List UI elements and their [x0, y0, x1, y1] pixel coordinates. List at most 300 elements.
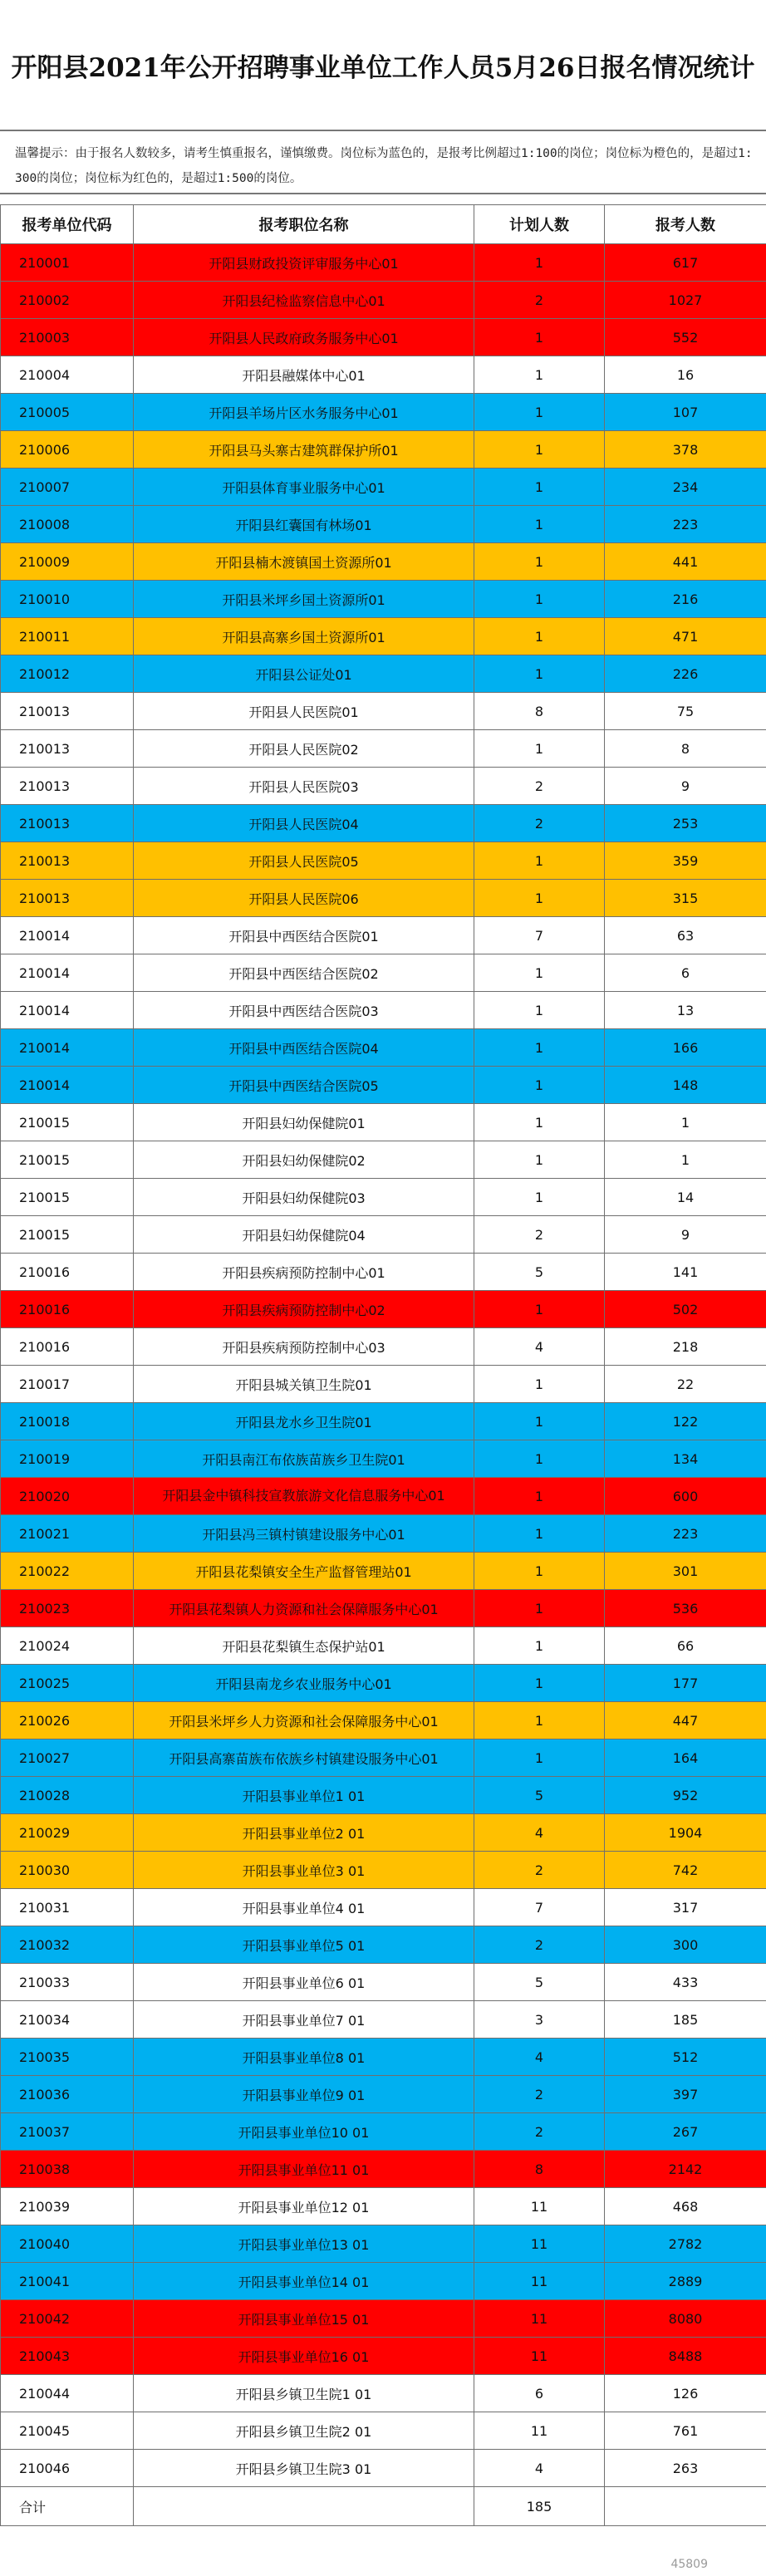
applicant-count-cell: 8080: [605, 2300, 766, 2338]
plan-count-cell: 11: [474, 2412, 605, 2450]
position-name-cell: 开阳县事业单位13 01: [134, 2225, 474, 2263]
position-name-cell: 开阳县事业单位1 01: [134, 1777, 474, 1814]
unit-code-cell: 210002: [1, 282, 134, 319]
plan-count-cell: 1: [474, 1440, 605, 1478]
unit-code-cell: 210026: [1, 1702, 134, 1739]
plan-count-cell: 1: [474, 356, 605, 394]
unit-code-cell: 210013: [1, 693, 134, 730]
position-name-cell: 开阳县中西医结合医院03: [134, 992, 474, 1029]
plan-count-cell: 1: [474, 394, 605, 431]
position-name-cell: 开阳县花梨镇安全生产监督管理站01: [134, 1553, 474, 1590]
unit-code-cell: 210016: [1, 1254, 134, 1291]
table-row: [1, 842, 766, 880]
table-row: [1, 431, 766, 469]
plan-count-cell: 1: [474, 1179, 605, 1216]
applicant-count-cell: 433: [605, 1964, 766, 2001]
table-row: [1, 1254, 766, 1291]
unit-code-cell: 210046: [1, 2450, 134, 2487]
header-unit-code: 报考单位代码: [1, 205, 134, 244]
table-row: [1, 805, 766, 842]
table-row: [1, 1029, 766, 1067]
applicant-count-cell: 122: [605, 1403, 766, 1440]
applicant-count-cell: 300: [605, 1926, 766, 1964]
table-row: [1, 2450, 766, 2487]
position-name-cell: 开阳县妇幼保健院04: [134, 1216, 474, 1254]
position-name-cell: 开阳县事业单位7 01: [134, 2001, 474, 2039]
table-row: [1, 1067, 766, 1104]
applicant-count-cell: 234: [605, 469, 766, 506]
applicant-count-cell: 1904: [605, 1814, 766, 1852]
table-row: [1, 1515, 766, 1553]
total-applicants: [605, 2487, 766, 2526]
unit-code-cell: 210042: [1, 2300, 134, 2338]
watermark-total: 45809: [670, 2558, 708, 2571]
notice-text: 温馨提示：由于报名人数较多，请考生慎重报名，谨慎缴费。岗位标为蓝色的，是报考比例超过1:100的岗位；岗位标为橙色的，是超过1:300的岗位；岗位标为红色的，是超过1:500的岗位。: [0, 133, 766, 194]
position-name-cell: 开阳县高寨乡国土资源所01: [134, 618, 474, 655]
unit-code-cell: 210016: [1, 1291, 134, 1328]
applicant-count-cell: 134: [605, 1440, 766, 1478]
unit-code-cell: 210018: [1, 1403, 134, 1440]
table-row: [1, 1366, 766, 1403]
applicant-count-cell: 2782: [605, 2225, 766, 2263]
applicant-count-cell: 301: [605, 1553, 766, 1590]
unit-code-cell: 210043: [1, 2338, 134, 2375]
unit-code-cell: 210037: [1, 2113, 134, 2151]
applicant-count-cell: 2889: [605, 2263, 766, 2300]
plan-count-cell: 1: [474, 1665, 605, 1702]
position-name-cell: 开阳县红囊国有林场01: [134, 506, 474, 543]
table-row: [1, 1440, 766, 1478]
plan-count-cell: 2: [474, 768, 605, 805]
plan-count-cell: 1: [474, 1029, 605, 1067]
unit-code-cell: 210007: [1, 469, 134, 506]
table-row: [1, 880, 766, 917]
applicant-count-cell: 600: [605, 1478, 766, 1515]
applicant-count-cell: 75: [605, 693, 766, 730]
plan-count-cell: 1: [474, 954, 605, 992]
applicant-count-cell: 468: [605, 2188, 766, 2225]
table-row: [1, 1665, 766, 1702]
applicant-count-cell: 107: [605, 394, 766, 431]
plan-count-cell: 1: [474, 1104, 605, 1141]
unit-code-cell: 210014: [1, 954, 134, 992]
plan-count-cell: 1: [474, 1702, 605, 1739]
unit-code-cell: 210045: [1, 2412, 134, 2450]
unit-code-cell: 210019: [1, 1440, 134, 1478]
position-name-cell: 开阳县马头寨古建筑群保护所01: [134, 431, 474, 469]
unit-code-cell: 210013: [1, 880, 134, 917]
unit-code-cell: 210011: [1, 618, 134, 655]
applicant-count-cell: 166: [605, 1029, 766, 1067]
plan-count-cell: 2: [474, 1926, 605, 1964]
plan-count-cell: 7: [474, 1889, 605, 1926]
plan-count-cell: 3: [474, 2001, 605, 2039]
table-row: [1, 469, 766, 506]
position-name-cell: 开阳县龙水乡卫生院01: [134, 1403, 474, 1440]
position-name-cell: 开阳县楠木渡镇国土资源所01: [134, 543, 474, 581]
position-name-cell: 开阳县人民医院03: [134, 768, 474, 805]
applicant-count-cell: 253: [605, 805, 766, 842]
applicant-count-cell: 22: [605, 1366, 766, 1403]
plan-count-cell: 5: [474, 1777, 605, 1814]
position-name-cell: 开阳县疾病预防控制中心01: [134, 1254, 474, 1291]
applicant-count-cell: 397: [605, 2076, 766, 2113]
plan-count-cell: 4: [474, 2450, 605, 2487]
table-row: [1, 1889, 766, 1926]
unit-code-cell: 210030: [1, 1852, 134, 1889]
plan-count-cell: 4: [474, 2039, 605, 2076]
unit-code-cell: 210015: [1, 1104, 134, 1141]
applicant-count-cell: 218: [605, 1328, 766, 1366]
unit-code-cell: 210013: [1, 805, 134, 842]
unit-code-cell: 210035: [1, 2039, 134, 2076]
applicant-count-cell: 63: [605, 917, 766, 954]
unit-code-cell: 210038: [1, 2151, 134, 2188]
plan-count-cell: 4: [474, 1328, 605, 1366]
position-name-cell: 开阳县事业单位3 01: [134, 1852, 474, 1889]
plan-count-cell: 11: [474, 2338, 605, 2375]
table-row: [1, 543, 766, 581]
table-row: [1, 917, 766, 954]
plan-count-cell: 7: [474, 917, 605, 954]
position-name-cell: 开阳县中西医结合医院05: [134, 1067, 474, 1104]
plan-count-cell: 11: [474, 2225, 605, 2263]
table-row: [1, 1777, 766, 1814]
applicant-count-cell: 315: [605, 880, 766, 917]
unit-code-cell: 210010: [1, 581, 134, 618]
applicant-count-cell: 359: [605, 842, 766, 880]
plan-count-cell: 1: [474, 1478, 605, 1515]
applicant-count-cell: 8488: [605, 2338, 766, 2375]
unit-code-cell: 210033: [1, 1964, 134, 2001]
plan-count-cell: 1: [474, 244, 605, 282]
plan-count-cell: 5: [474, 1254, 605, 1291]
position-name-cell: 开阳县人民政府政务服务中心01: [134, 319, 474, 356]
plan-count-cell: 1: [474, 992, 605, 1029]
table-row: [1, 1216, 766, 1254]
table-row: [1, 2412, 766, 2450]
position-name-cell: 开阳县乡镇卫生院3 01: [134, 2450, 474, 2487]
plan-count-cell: 11: [474, 2300, 605, 2338]
page-title: 开阳县2021年公开招聘事业单位工作人员5月26日报名情况统计: [0, 0, 766, 131]
position-name-cell: 开阳县南江布依族苗族乡卫生院01: [134, 1440, 474, 1478]
table-row: [1, 2001, 766, 2039]
position-name-cell: 开阳县金中镇科技宣教旅游文化信息服务中心01: [134, 1478, 474, 1515]
table-row: [1, 1926, 766, 1964]
table-row: [1, 1964, 766, 2001]
position-name-cell: 开阳县花梨镇人力资源和社会保障服务中心01: [134, 1590, 474, 1627]
applicant-count-cell: 148: [605, 1067, 766, 1104]
applicant-count-cell: 177: [605, 1665, 766, 1702]
applicant-count-cell: 952: [605, 1777, 766, 1814]
table-row: [1, 1179, 766, 1216]
registration-table: [0, 204, 766, 2526]
position-name-cell: 开阳县事业单位6 01: [134, 1964, 474, 2001]
plan-count-cell: 1: [474, 469, 605, 506]
plan-count-cell: 1: [474, 581, 605, 618]
applicant-count-cell: 16: [605, 356, 766, 394]
plan-count-cell: 6: [474, 2375, 605, 2412]
position-name-cell: 开阳县体育事业服务中心01: [134, 469, 474, 506]
table-row: [1, 506, 766, 543]
position-name-cell: 开阳县纪检监察信息中心01: [134, 282, 474, 319]
unit-code-cell: 210014: [1, 992, 134, 1029]
plan-count-cell: 1: [474, 1739, 605, 1777]
unit-code-cell: 210023: [1, 1590, 134, 1627]
unit-code-cell: 210021: [1, 1515, 134, 1553]
unit-code-cell: 210014: [1, 1029, 134, 1067]
unit-code-cell: 210014: [1, 1067, 134, 1104]
table-row: [1, 394, 766, 431]
plan-count-cell: 11: [474, 2188, 605, 2225]
unit-code-cell: 210008: [1, 506, 134, 543]
table-row: [1, 992, 766, 1029]
table-row: [1, 319, 766, 356]
applicant-count-cell: 1: [605, 1104, 766, 1141]
table-row: [1, 1739, 766, 1777]
total-row: [1, 2487, 766, 2526]
applicant-count-cell: 761: [605, 2412, 766, 2450]
position-name-cell: 开阳县南龙乡农业服务中心01: [134, 1665, 474, 1702]
table-row: [1, 1403, 766, 1440]
table-row: [1, 1590, 766, 1627]
header-applicant-count: 报考人数: [605, 205, 766, 244]
table-row: [1, 244, 766, 282]
position-name-cell: 开阳县中西医结合医院01: [134, 917, 474, 954]
position-name-cell: 开阳县事业单位10 01: [134, 2113, 474, 2151]
unit-code-cell: 210024: [1, 1627, 134, 1665]
plan-count-cell: 2: [474, 2076, 605, 2113]
position-name-cell: 开阳县事业单位2 01: [134, 1814, 474, 1852]
plan-count-cell: 2: [474, 2113, 605, 2151]
applicant-count-cell: 223: [605, 1515, 766, 1553]
plan-count-cell: 1: [474, 1403, 605, 1440]
position-name-cell: 开阳县羊场片区水务服务中心01: [134, 394, 474, 431]
table-row: [1, 1814, 766, 1852]
unit-code-cell: 210025: [1, 1665, 134, 1702]
table-row: [1, 1104, 766, 1141]
table-row: [1, 1478, 766, 1515]
position-name-cell: 开阳县冯三镇村镇建设服务中心01: [134, 1515, 474, 1553]
position-name-cell: 开阳县中西医结合医院02: [134, 954, 474, 992]
position-name-cell: 开阳县乡镇卫生院1 01: [134, 2375, 474, 2412]
plan-count-cell: 2: [474, 805, 605, 842]
unit-code-cell: 210017: [1, 1366, 134, 1403]
plan-count-cell: 1: [474, 1590, 605, 1627]
plan-count-cell: 1: [474, 319, 605, 356]
unit-code-cell: 210014: [1, 917, 134, 954]
unit-code-cell: 210013: [1, 768, 134, 805]
table-row: [1, 2039, 766, 2076]
unit-code-cell: 210039: [1, 2188, 134, 2225]
plan-count-cell: 1: [474, 655, 605, 693]
applicant-count-cell: 2142: [605, 2151, 766, 2188]
table-row: [1, 730, 766, 768]
position-name-cell: 开阳县公证处01: [134, 655, 474, 693]
table-row: [1, 2225, 766, 2263]
applicant-count-cell: 6: [605, 954, 766, 992]
unit-code-cell: 210016: [1, 1328, 134, 1366]
applicant-count-cell: 9: [605, 768, 766, 805]
table-row: [1, 356, 766, 394]
applicant-count-cell: 536: [605, 1590, 766, 1627]
table-row: [1, 2188, 766, 2225]
unit-code-cell: 210001: [1, 244, 134, 282]
plan-count-cell: 1: [474, 1366, 605, 1403]
table-row: [1, 693, 766, 730]
unit-code-cell: 210041: [1, 2263, 134, 2300]
applicant-count-cell: 441: [605, 543, 766, 581]
table-row: [1, 2263, 766, 2300]
applicant-count-cell: 742: [605, 1852, 766, 1889]
unit-code-cell: 210022: [1, 1553, 134, 1590]
table-row: [1, 2375, 766, 2412]
applicant-count-cell: 1027: [605, 282, 766, 319]
position-name-cell: 开阳县城关镇卫生院01: [134, 1366, 474, 1403]
unit-code-cell: 210028: [1, 1777, 134, 1814]
unit-code-cell: 210032: [1, 1926, 134, 1964]
table-body: [1, 244, 766, 2487]
unit-code-cell: 210009: [1, 543, 134, 581]
table-row: [1, 2076, 766, 2113]
unit-code-cell: 210015: [1, 1216, 134, 1254]
table-row: [1, 1627, 766, 1665]
position-name-cell: 开阳县乡镇卫生院2 01: [134, 2412, 474, 2450]
applicant-count-cell: 1: [605, 1141, 766, 1179]
plan-count-cell: 5: [474, 1964, 605, 2001]
applicant-count-cell: 66: [605, 1627, 766, 1665]
position-name-cell: 开阳县人民医院01: [134, 693, 474, 730]
table-row: [1, 1328, 766, 1366]
plan-count-cell: 8: [474, 693, 605, 730]
table-row: [1, 1141, 766, 1179]
unit-code-cell: 210003: [1, 319, 134, 356]
table-header-row: [1, 205, 766, 244]
total-plan: 185: [474, 2487, 605, 2526]
plan-count-cell: 1: [474, 506, 605, 543]
applicant-count-cell: 447: [605, 1702, 766, 1739]
applicant-count-cell: 216: [605, 581, 766, 618]
plan-count-cell: 8: [474, 2151, 605, 2188]
position-name-cell: 开阳县事业单位5 01: [134, 1926, 474, 1964]
applicant-count-cell: 164: [605, 1739, 766, 1777]
applicant-count-cell: 552: [605, 319, 766, 356]
table-row: [1, 2113, 766, 2151]
applicant-count-cell: 223: [605, 506, 766, 543]
table-row: [1, 581, 766, 618]
unit-code-cell: 210004: [1, 356, 134, 394]
unit-code-cell: 210029: [1, 1814, 134, 1852]
unit-code-cell: 210031: [1, 1889, 134, 1926]
table-row: [1, 282, 766, 319]
applicant-count-cell: 13: [605, 992, 766, 1029]
table-row: [1, 655, 766, 693]
position-name-cell: 开阳县事业单位14 01: [134, 2263, 474, 2300]
position-name-cell: 开阳县米坪乡人力资源和社会保障服务中心01: [134, 1702, 474, 1739]
table-row: [1, 618, 766, 655]
table-row: [1, 2151, 766, 2188]
plan-count-cell: 2: [474, 1852, 605, 1889]
plan-count-cell: 1: [474, 842, 605, 880]
applicant-count-cell: 378: [605, 431, 766, 469]
position-name-cell: 开阳县人民医院04: [134, 805, 474, 842]
position-name-cell: 开阳县高寨苗族布依族乡村镇建设服务中心01: [134, 1739, 474, 1777]
applicant-count-cell: 617: [605, 244, 766, 282]
applicant-count-cell: 141: [605, 1254, 766, 1291]
plan-count-cell: 2: [474, 282, 605, 319]
plan-count-cell: 1: [474, 431, 605, 469]
position-name-cell: 开阳县事业单位8 01: [134, 2039, 474, 2076]
header-position-name: 报考职位名称: [134, 205, 474, 244]
unit-code-cell: 210044: [1, 2375, 134, 2412]
plan-count-cell: 1: [474, 543, 605, 581]
position-name-cell: 开阳县事业单位11 01: [134, 2151, 474, 2188]
applicant-count-cell: 317: [605, 1889, 766, 1926]
position-name-cell: 开阳县事业单位12 01: [134, 2188, 474, 2225]
total-label: 合计: [1, 2487, 134, 2526]
unit-code-cell: 210034: [1, 2001, 134, 2039]
table-row: [1, 1291, 766, 1328]
applicant-count-cell: 126: [605, 2375, 766, 2412]
plan-count-cell: 2: [474, 1216, 605, 1254]
unit-code-cell: 210006: [1, 431, 134, 469]
plan-count-cell: 1: [474, 880, 605, 917]
plan-count-cell: 1: [474, 1627, 605, 1665]
applicant-count-cell: 14: [605, 1179, 766, 1216]
applicant-count-cell: 226: [605, 655, 766, 693]
plan-count-cell: 1: [474, 1291, 605, 1328]
position-name-cell: 开阳县疾病预防控制中心02: [134, 1291, 474, 1328]
plan-count-cell: 1: [474, 1553, 605, 1590]
position-name-cell: 开阳县人民医院02: [134, 730, 474, 768]
unit-code-cell: 210020: [1, 1478, 134, 1515]
total-empty: [134, 2487, 474, 2526]
position-name-cell: 开阳县人民医院06: [134, 880, 474, 917]
position-name-cell: 开阳县财政投资评审服务中心01: [134, 244, 474, 282]
plan-count-cell: 1: [474, 1067, 605, 1104]
applicant-count-cell: 471: [605, 618, 766, 655]
applicant-count-cell: 263: [605, 2450, 766, 2487]
table-row: [1, 954, 766, 992]
table-row: [1, 1553, 766, 1590]
position-name-cell: 开阳县事业单位16 01: [134, 2338, 474, 2375]
table-row: [1, 1852, 766, 1889]
plan-count-cell: 1: [474, 1141, 605, 1179]
position-name-cell: 开阳县人民医院05: [134, 842, 474, 880]
unit-code-cell: 210036: [1, 2076, 134, 2113]
table-row: [1, 2338, 766, 2375]
applicant-count-cell: 512: [605, 2039, 766, 2076]
table-row: [1, 1702, 766, 1739]
position-name-cell: 开阳县米坪乡国土资源所01: [134, 581, 474, 618]
unit-code-cell: 210027: [1, 1739, 134, 1777]
position-name-cell: 开阳县中西医结合医院04: [134, 1029, 474, 1067]
unit-code-cell: 210015: [1, 1141, 134, 1179]
table-row: [1, 768, 766, 805]
applicant-count-cell: 502: [605, 1291, 766, 1328]
unit-code-cell: 210005: [1, 394, 134, 431]
applicant-count-cell: 9: [605, 1216, 766, 1254]
position-name-cell: 开阳县事业单位9 01: [134, 2076, 474, 2113]
plan-count-cell: 1: [474, 618, 605, 655]
plan-count-cell: 4: [474, 1814, 605, 1852]
unit-code-cell: 210040: [1, 2225, 134, 2263]
position-name-cell: 开阳县融媒体中心01: [134, 356, 474, 394]
applicant-count-cell: 185: [605, 2001, 766, 2039]
plan-count-cell: 1: [474, 730, 605, 768]
position-name-cell: 开阳县事业单位15 01: [134, 2300, 474, 2338]
plan-count-cell: 1: [474, 1515, 605, 1553]
